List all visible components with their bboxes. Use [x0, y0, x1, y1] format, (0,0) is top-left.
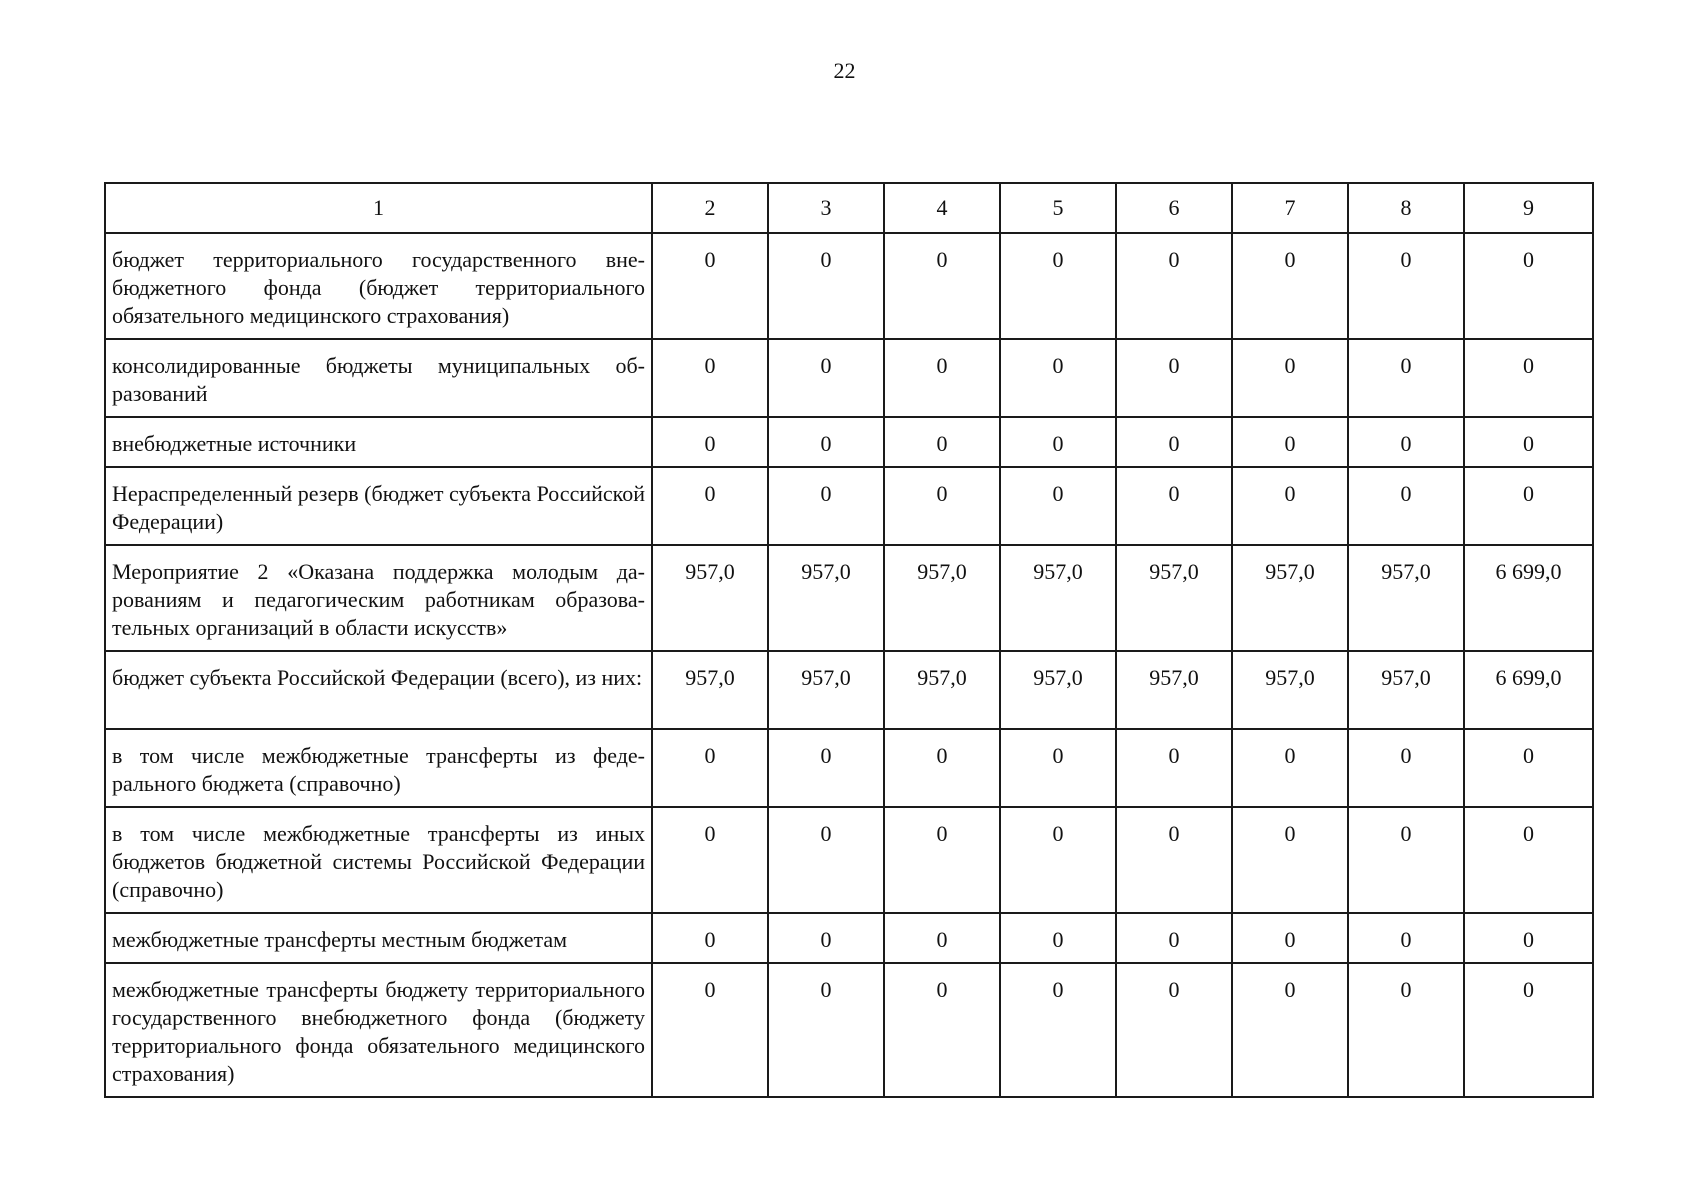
value-cell: 0 [1464, 467, 1593, 545]
row-label: консолидированные бюджеты муниципальных образований [105, 339, 652, 417]
header-cell: 5 [1000, 183, 1116, 233]
header-cell: 2 [652, 183, 768, 233]
header-cell: 9 [1464, 183, 1593, 233]
value-cell: 957,0 [768, 651, 884, 729]
header-cell: 8 [1348, 183, 1464, 233]
row-label: межбюджетные трансферты бюджету территориального государственного внебюджетного фонда (бюджету территориального фонда обязательного медицинского страхования) [105, 963, 652, 1097]
header-cell: 3 [768, 183, 884, 233]
header-cell: 6 [1116, 183, 1232, 233]
value-cell: 0 [1116, 233, 1232, 339]
table-row [105, 963, 1593, 1097]
value-cell: 0 [1116, 467, 1232, 545]
value-cell: 0 [1232, 807, 1348, 913]
row-label: внебюджетные источники [105, 417, 652, 467]
value-cell: 0 [1348, 233, 1464, 339]
row-label: в том числе межбюджетные трансферты из иных бюджетов бюджетной системы Российской Федерации (справочно) [105, 807, 652, 913]
value-cell: 0 [1464, 913, 1593, 963]
table-row [105, 417, 1593, 467]
value-cell: 0 [884, 807, 1000, 913]
value-cell: 0 [1348, 807, 1464, 913]
value-cell: 0 [1464, 807, 1593, 913]
value-cell: 0 [884, 417, 1000, 467]
value-cell: 0 [1232, 233, 1348, 339]
value-cell: 0 [1464, 339, 1593, 417]
value-cell: 0 [652, 417, 768, 467]
value-cell: 0 [768, 339, 884, 417]
value-cell: 957,0 [652, 651, 768, 729]
value-cell: 0 [652, 233, 768, 339]
value-cell: 0 [884, 913, 1000, 963]
value-cell: 0 [1116, 417, 1232, 467]
value-cell: 957,0 [1348, 545, 1464, 651]
value-cell: 0 [884, 963, 1000, 1097]
value-cell: 0 [1000, 963, 1116, 1097]
value-cell: 0 [1232, 729, 1348, 807]
value-cell: 0 [652, 339, 768, 417]
value-cell: 0 [1232, 417, 1348, 467]
value-cell: 0 [1000, 233, 1116, 339]
value-cell: 957,0 [1116, 651, 1232, 729]
value-cell: 0 [1000, 913, 1116, 963]
table-row [105, 467, 1593, 545]
value-cell: 0 [1348, 339, 1464, 417]
table-row [105, 913, 1593, 963]
table-row [105, 545, 1593, 651]
value-cell: 0 [1464, 729, 1593, 807]
value-cell: 957,0 [652, 545, 768, 651]
value-cell: 0 [1232, 467, 1348, 545]
value-cell: 0 [1116, 339, 1232, 417]
value-cell: 957,0 [1348, 651, 1464, 729]
value-cell: 0 [768, 467, 884, 545]
value-cell: 0 [1348, 417, 1464, 467]
value-cell: 0 [768, 913, 884, 963]
value-cell: 0 [1348, 963, 1464, 1097]
value-cell: 6 699,0 [1464, 651, 1593, 729]
value-cell: 0 [652, 913, 768, 963]
value-cell: 957,0 [1232, 545, 1348, 651]
value-cell: 0 [1000, 467, 1116, 545]
value-cell: 0 [1348, 467, 1464, 545]
value-cell: 0 [1348, 729, 1464, 807]
value-cell: 0 [884, 233, 1000, 339]
table-row [105, 233, 1593, 339]
value-cell: 0 [768, 729, 884, 807]
header-cell: 4 [884, 183, 1000, 233]
header-cell: 1 [105, 183, 652, 233]
value-cell: 957,0 [1116, 545, 1232, 651]
value-cell: 0 [1000, 339, 1116, 417]
value-cell: 0 [652, 963, 768, 1097]
value-cell: 957,0 [1000, 651, 1116, 729]
value-cell: 957,0 [884, 651, 1000, 729]
value-cell: 0 [884, 729, 1000, 807]
header-cell: 7 [1232, 183, 1348, 233]
value-cell: 0 [1232, 913, 1348, 963]
value-cell: 0 [1000, 807, 1116, 913]
value-cell: 0 [1116, 963, 1232, 1097]
value-cell: 0 [1464, 963, 1593, 1097]
value-cell: 0 [1464, 417, 1593, 467]
row-label: бюджет субъекта Российской Федерации (всего), из них: [105, 651, 652, 729]
budget-table [104, 182, 1594, 1098]
row-label: бюджет территориального государственного внебюджетного фонда (бюджет территориального обязательного медицинского страхования) [105, 233, 652, 339]
value-cell: 0 [1464, 233, 1593, 339]
table-row [105, 807, 1593, 913]
table-body [105, 183, 1593, 1097]
value-cell: 0 [768, 233, 884, 339]
value-cell: 0 [652, 467, 768, 545]
value-cell: 957,0 [1232, 651, 1348, 729]
value-cell: 0 [1348, 913, 1464, 963]
value-cell: 0 [768, 417, 884, 467]
table-row [105, 729, 1593, 807]
table-row [105, 339, 1593, 417]
value-cell: 957,0 [1000, 545, 1116, 651]
page-number: 22 [833, 58, 856, 83]
value-cell: 957,0 [768, 545, 884, 651]
value-cell: 0 [884, 467, 1000, 545]
row-label: Нераспределенный резерв (бюджет субъекта Российской Федерации) [105, 467, 652, 545]
row-label: в том числе межбюджетные трансферты из федерального бюджета (справочно) [105, 729, 652, 807]
value-cell: 0 [652, 807, 768, 913]
table-row [105, 651, 1593, 729]
value-cell: 0 [768, 807, 884, 913]
row-label: Мероприятие 2 «Оказана поддержка молодым дарованиям и педагогическим работникам образовательных организаций в области искусств» [105, 545, 652, 651]
value-cell: 957,0 [884, 545, 1000, 651]
value-cell: 0 [1116, 807, 1232, 913]
value-cell: 0 [1000, 417, 1116, 467]
table-header-row [105, 183, 1593, 233]
value-cell: 6 699,0 [1464, 545, 1593, 651]
row-label: межбюджетные трансферты местным бюджетам [105, 913, 652, 963]
value-cell: 0 [1232, 963, 1348, 1097]
value-cell: 0 [768, 963, 884, 1097]
value-cell: 0 [1000, 729, 1116, 807]
value-cell: 0 [1232, 339, 1348, 417]
value-cell: 0 [1116, 913, 1232, 963]
value-cell: 0 [884, 339, 1000, 417]
value-cell: 0 [1116, 729, 1232, 807]
value-cell: 0 [652, 729, 768, 807]
